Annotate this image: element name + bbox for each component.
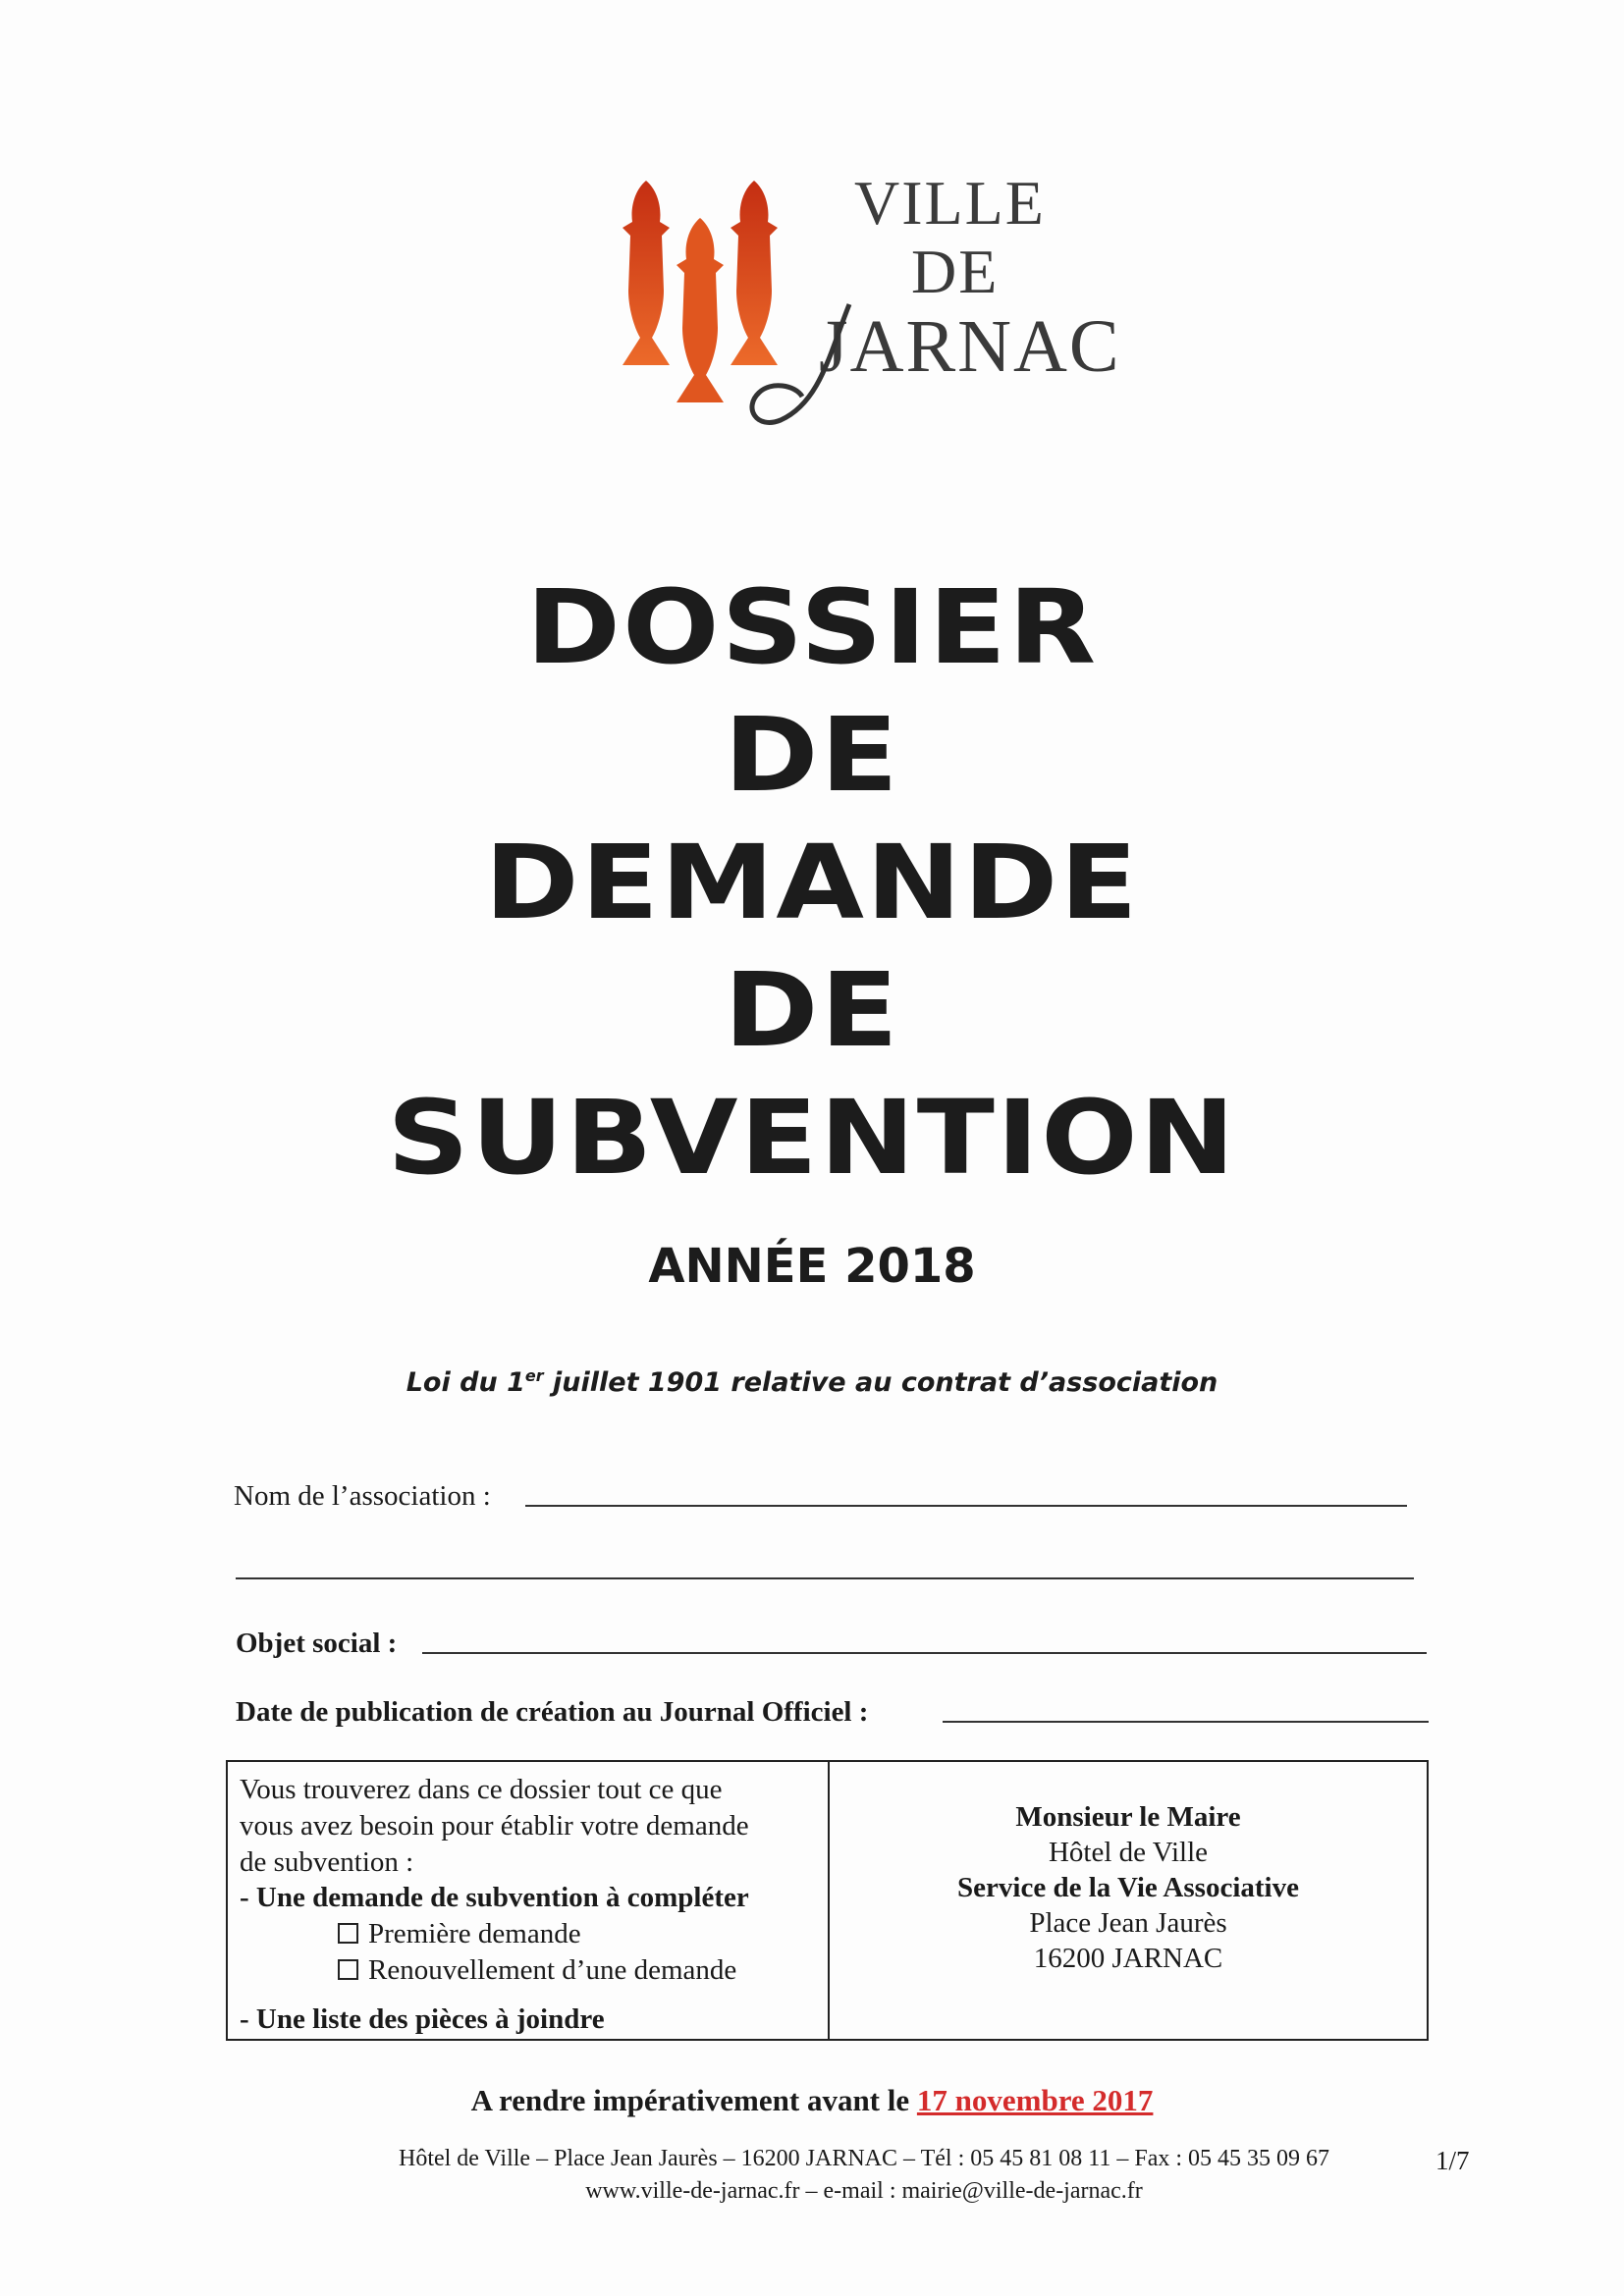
title-line-demande: DEMANDE [484, 823, 1140, 943]
footer-contact: www.ville-de-jarnac.fr – e-mail : mairie@ville-de-jarnac.fr [585, 2178, 1143, 2204]
law-suffix: juillet 1901 relative au contrat d’association [543, 1367, 1218, 1398]
social-object-field[interactable] [422, 1652, 1427, 1654]
first-request-checkbox[interactable] [338, 1923, 358, 1944]
city-logo [609, 167, 1159, 442]
year-label: ANNÉE 2018 [648, 1239, 976, 1294]
association-name-label: Nom de l’association : [234, 1480, 491, 1512]
title-line-de-1: DE [724, 695, 900, 816]
logo-swirl-icon [741, 294, 879, 432]
law-prefix: Loi du 1 [406, 1367, 525, 1398]
address-line-2: Hôtel de Ville [1048, 1837, 1209, 1868]
logo-text-ville: VILLE [854, 168, 1046, 238]
page-number: 1/7 [1435, 2146, 1470, 2175]
option-first-request [338, 1918, 581, 1950]
logo-text-de: DE [911, 237, 1000, 306]
item-request-form: - Une demande de subvention à compléter [240, 1882, 749, 1913]
publication-date-field[interactable] [943, 1721, 1429, 1723]
address-line-1: Monsieur le Maire [1015, 1801, 1241, 1833]
social-object-label: Objet social : [236, 1628, 398, 1659]
address-line-4: Place Jean Jaurès [1029, 1907, 1227, 1939]
law-reference [0, 1366, 1624, 1398]
intro-line-3: de subvention : [240, 1846, 414, 1878]
title-line-de-2: DE [724, 950, 900, 1071]
intro-line-1: Vous trouverez dans ce dossier tout ce que [240, 1774, 723, 1805]
address-line-5: 16200 JARNAC [1033, 1943, 1223, 1974]
publication-date-label: Date de publication de création au Journal Officiel : [236, 1696, 869, 1728]
law-superscript: er [524, 1366, 544, 1385]
footer-address: Hôtel de Ville – Place Jean Jaurès – 16200 JARNAC – Tél : 05 45 81 08 11 – Fax : 05 45 35 09 67 [398, 2146, 1330, 2171]
association-name-field[interactable] [525, 1505, 1407, 1507]
option-renewal [338, 1954, 736, 1987]
title-line-subvention: SUBVENTION [387, 1078, 1237, 1199]
option-renewal-label: Renouvellement d’une demande [368, 1954, 737, 1986]
logo-text-jarnac: JARNAC [819, 305, 1121, 388]
info-box [226, 1760, 1429, 2041]
item-documents-list: - Une liste des pièces à joindre [240, 2003, 605, 2035]
association-name-field-line-2[interactable] [236, 1577, 1414, 1579]
address-line-3: Service de la Vie Associative [957, 1872, 1299, 1903]
option-first-request-label: Première demande [368, 1918, 581, 1949]
deadline-text: A rendre impérativement avant le [470, 2083, 917, 2117]
title-line-dossier: DOSSIER [525, 567, 1099, 688]
intro-line-2: vous avez besoin pour établir votre demande [240, 1810, 749, 1842]
deadline-date: 17 novembre 2017 [916, 2083, 1154, 2117]
renewal-checkbox[interactable] [338, 1959, 358, 1980]
dossier-contents [228, 1762, 830, 2039]
mayor-address [830, 1762, 1427, 2039]
deadline-notice [0, 2083, 1624, 2118]
